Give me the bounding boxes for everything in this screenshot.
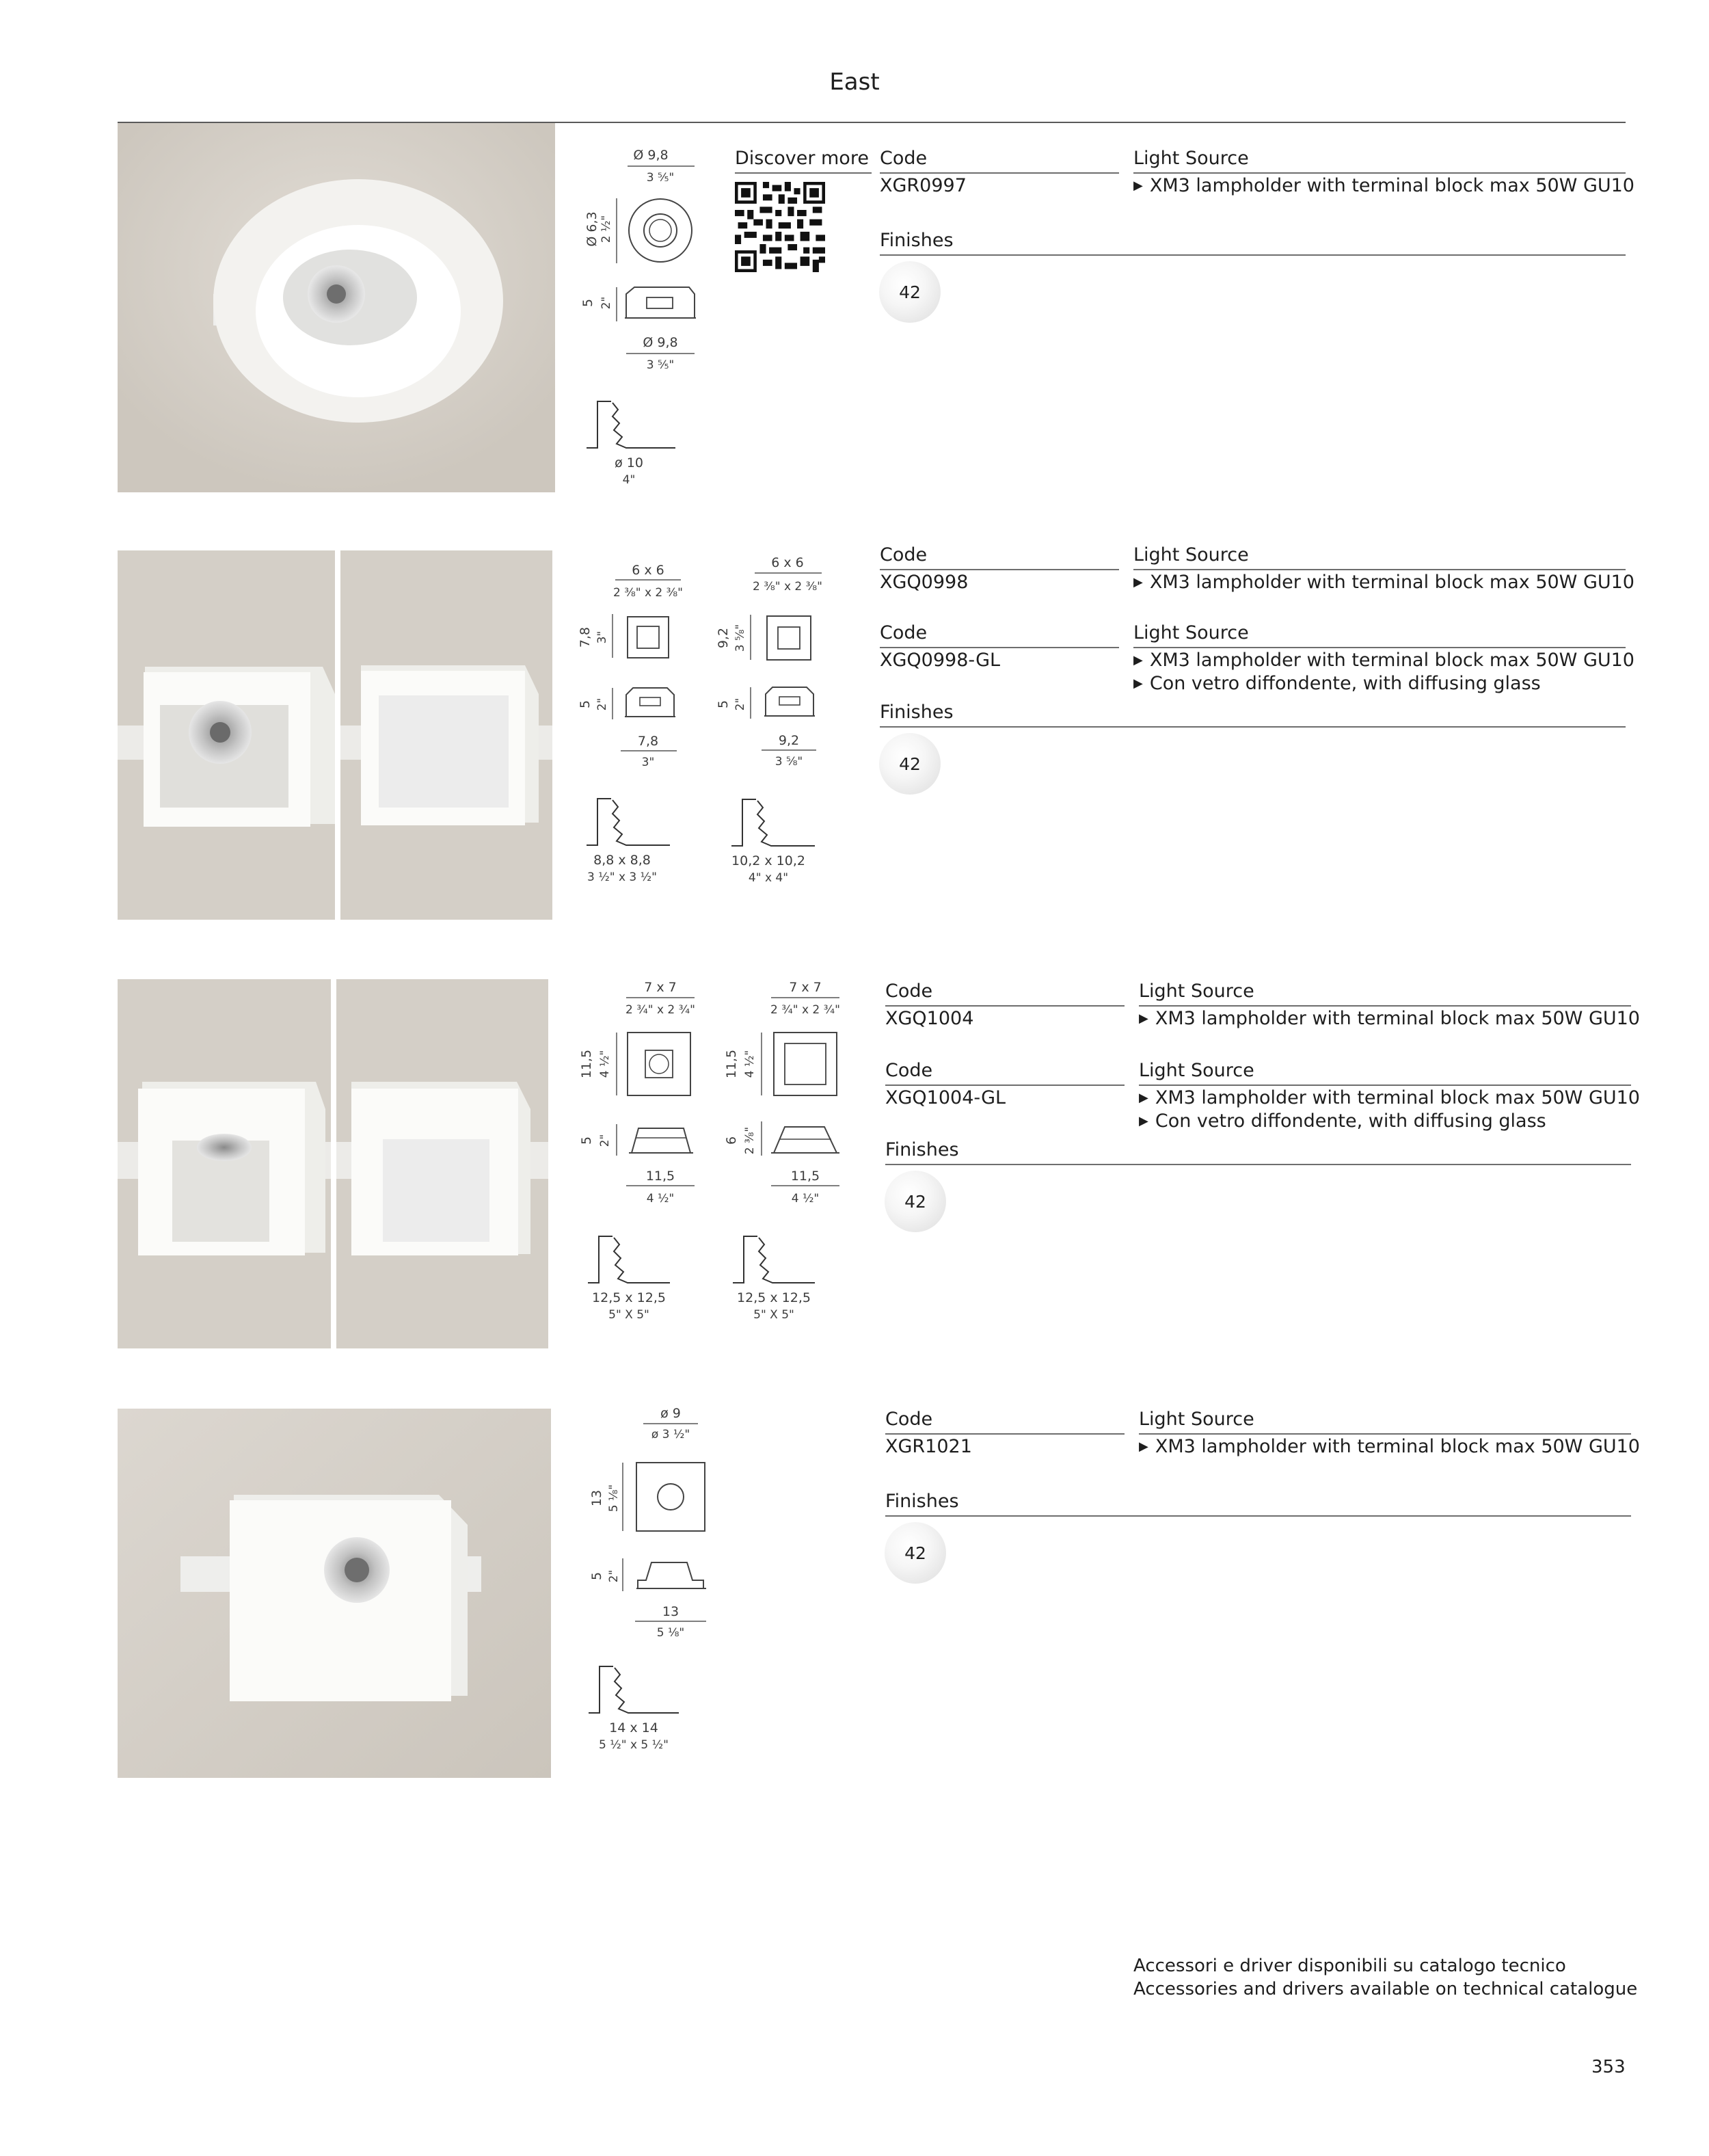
discover-more-rule bbox=[735, 172, 872, 174]
svg-text:5 ½" x 5 ½": 5 ½" x 5 ½" bbox=[599, 1738, 669, 1752]
finishes-rule bbox=[880, 726, 1626, 728]
svg-text:3 ⅝": 3 ⅝" bbox=[775, 755, 803, 769]
svg-text:8,8 x 8,8: 8,8 x 8,8 bbox=[593, 853, 651, 868]
finish-swatch[interactable]: 42 bbox=[885, 1171, 946, 1232]
svg-text:11,5: 11,5 bbox=[645, 1169, 675, 1184]
light-source-item: ▶ Con vetro diffondente, with diffusing glass bbox=[1133, 673, 1541, 694]
light-source-label: Light Source bbox=[1133, 148, 1249, 169]
finish-swatch[interactable]: 42 bbox=[879, 261, 941, 323]
svg-text:5" X 5": 5" X 5" bbox=[753, 1308, 794, 1322]
light-source-item: ▶ XM3 lampholder with terminal block max 50W GU10 bbox=[1139, 1436, 1640, 1457]
svg-text:7,8: 7,8 bbox=[578, 626, 593, 648]
code-rule bbox=[885, 1005, 1125, 1007]
svg-text:2 ¾" x 2 ¾": 2 ¾" x 2 ¾" bbox=[625, 1003, 695, 1017]
light-source-rule bbox=[1133, 569, 1626, 570]
dim-side-diameter: Ø 6,3 bbox=[584, 211, 600, 247]
technical-drawing-square-large-b bbox=[719, 976, 856, 1332]
product-code: XGQ0998 bbox=[880, 572, 969, 593]
technical-drawing-square-large-a bbox=[574, 976, 711, 1332]
code-rule bbox=[880, 172, 1119, 174]
svg-text:6 x 6: 6 x 6 bbox=[632, 563, 664, 578]
product-code: XGR1021 bbox=[885, 1436, 972, 1457]
svg-text:3 ⅝": 3 ⅝" bbox=[734, 624, 747, 652]
code-label: Code bbox=[885, 1409, 933, 1430]
svg-text:4 ½": 4 ½" bbox=[646, 1192, 675, 1206]
page-number: 353 bbox=[1591, 2057, 1626, 2077]
light-source-label: Light Source bbox=[1139, 981, 1254, 1002]
light-source-label: Light Source bbox=[1139, 1409, 1254, 1430]
dim-bottom-diameter: Ø 9,8 bbox=[643, 335, 678, 350]
svg-text:3": 3" bbox=[595, 630, 609, 644]
svg-text:5: 5 bbox=[579, 1136, 594, 1145]
code-label: Code bbox=[880, 622, 928, 643]
dim-side-inches: 2 ½" bbox=[600, 215, 613, 243]
svg-text:11,5: 11,5 bbox=[790, 1169, 820, 1184]
technical-drawing-square-b bbox=[711, 550, 848, 892]
svg-text:9,2: 9,2 bbox=[778, 733, 800, 748]
svg-text:ø 9: ø 9 bbox=[660, 1406, 681, 1421]
svg-text:11,5: 11,5 bbox=[579, 1049, 594, 1079]
svg-text:13: 13 bbox=[589, 1489, 604, 1507]
light-source-label: Light Source bbox=[1139, 1060, 1254, 1081]
svg-text:6 x 6: 6 x 6 bbox=[771, 555, 804, 570]
dim-height-inches: 2" bbox=[600, 296, 613, 310]
finishes-label: Finishes bbox=[885, 1491, 959, 1512]
svg-text:6: 6 bbox=[724, 1136, 739, 1145]
finishes-rule bbox=[885, 1515, 1631, 1517]
svg-text:4 ½": 4 ½" bbox=[598, 1050, 612, 1078]
product-photo-square-glass bbox=[340, 550, 552, 920]
svg-text:5" X 5": 5" X 5" bbox=[608, 1308, 649, 1322]
svg-text:2": 2" bbox=[598, 1134, 612, 1147]
svg-text:2": 2" bbox=[734, 697, 747, 711]
product-photo-square-large-glass bbox=[336, 979, 548, 1348]
svg-text:7 x 7: 7 x 7 bbox=[644, 980, 677, 995]
light-source-rule bbox=[1139, 1084, 1631, 1086]
dim-cutout: ø 10 bbox=[615, 455, 643, 470]
svg-text:13: 13 bbox=[662, 1604, 679, 1619]
product-photo-square-large-open bbox=[118, 979, 331, 1348]
code-rule bbox=[885, 1433, 1125, 1435]
svg-text:12,5 x 12,5: 12,5 x 12,5 bbox=[592, 1290, 666, 1305]
product-code: XGQ1004-GL bbox=[885, 1087, 1006, 1108]
svg-text:12,5 x 12,5: 12,5 x 12,5 bbox=[737, 1290, 811, 1305]
svg-text:5: 5 bbox=[578, 700, 593, 709]
svg-text:ø 3 ½": ø 3 ½" bbox=[651, 1428, 690, 1441]
light-source-rule bbox=[1139, 1005, 1631, 1007]
product-photo-square-open bbox=[118, 550, 335, 920]
svg-text:2 ¾" x 2 ¾": 2 ¾" x 2 ¾" bbox=[770, 1003, 840, 1017]
light-source-item: ▶ XM3 lampholder with terminal block max 50W GU10 bbox=[1139, 1008, 1640, 1029]
svg-text:5: 5 bbox=[716, 700, 731, 709]
qr-code[interactable] bbox=[735, 182, 825, 272]
finishes-label: Finishes bbox=[880, 702, 954, 723]
dim-top-diameter: Ø 9,8 bbox=[633, 148, 669, 163]
product-photo-square-round-hole bbox=[118, 1409, 551, 1778]
finishes-label: Finishes bbox=[885, 1139, 959, 1160]
finish-swatch[interactable]: 42 bbox=[885, 1522, 946, 1584]
svg-text:4" x 4": 4" x 4" bbox=[748, 871, 789, 885]
finishes-rule bbox=[885, 1164, 1631, 1165]
code-label: Code bbox=[885, 981, 933, 1002]
svg-text:3 ½" x 3 ½": 3 ½" x 3 ½" bbox=[587, 870, 657, 884]
dim-height: 5 bbox=[580, 298, 595, 308]
discover-more-label: Discover more bbox=[735, 148, 869, 169]
svg-text:7,8: 7,8 bbox=[637, 734, 659, 749]
finishes-label: Finishes bbox=[880, 230, 954, 251]
light-source-rule bbox=[1133, 647, 1626, 648]
svg-text:9,2: 9,2 bbox=[716, 627, 731, 649]
svg-text:4 ½": 4 ½" bbox=[791, 1192, 820, 1206]
code-rule bbox=[885, 1084, 1125, 1086]
svg-text:2 ⅜": 2 ⅜" bbox=[743, 1126, 757, 1155]
technical-drawing-square-round bbox=[578, 1405, 714, 1761]
dim-cutout-inches: 4" bbox=[622, 473, 636, 487]
svg-text:2": 2" bbox=[595, 697, 609, 711]
finish-swatch[interactable]: 42 bbox=[879, 733, 941, 795]
svg-text:11,5: 11,5 bbox=[724, 1049, 739, 1079]
light-source-item: ▶ XM3 lampholder with terminal block max 50W GU10 bbox=[1139, 1087, 1640, 1108]
code-label: Code bbox=[880, 148, 928, 169]
code-rule bbox=[880, 647, 1119, 648]
page-title: East bbox=[829, 68, 880, 96]
code-label: Code bbox=[885, 1060, 933, 1081]
svg-text:4 ½": 4 ½" bbox=[743, 1050, 757, 1078]
light-source-label: Light Source bbox=[1133, 622, 1249, 643]
product-photo-round bbox=[118, 123, 555, 492]
dim-top-inches: 3 ⁵⁄₅" bbox=[646, 171, 675, 185]
light-source-rule bbox=[1139, 1433, 1631, 1435]
accessories-note-it: Accessori e driver disponibili su catalogo tecnico bbox=[1133, 1956, 1566, 1976]
dim-bottom-inches: 3 ⁵⁄₅" bbox=[646, 358, 675, 372]
svg-text:7 x 7: 7 x 7 bbox=[789, 980, 822, 995]
product-code: XGR0997 bbox=[880, 175, 967, 196]
finishes-rule bbox=[880, 254, 1626, 256]
svg-text:5: 5 bbox=[589, 1571, 604, 1581]
light-source-item: ▶ XM3 lampholder with terminal block max 50W GU10 bbox=[1133, 650, 1634, 671]
technical-drawing-round bbox=[574, 147, 711, 503]
technical-drawing-square-a bbox=[574, 561, 711, 896]
code-label: Code bbox=[880, 544, 928, 565]
svg-text:10,2 x 10,2: 10,2 x 10,2 bbox=[731, 853, 805, 868]
svg-text:5 ⅛": 5 ⅛" bbox=[607, 1484, 621, 1513]
light-source-label: Light Source bbox=[1133, 544, 1249, 565]
svg-text:3": 3" bbox=[641, 756, 655, 769]
accessories-note-en: Accessories and drivers available on technical catalogue bbox=[1133, 1979, 1638, 1999]
accessories-note bbox=[1133, 1954, 1637, 2001]
code-rule bbox=[880, 569, 1119, 570]
light-source-rule bbox=[1133, 172, 1626, 174]
product-code: XGQ1004 bbox=[885, 1008, 974, 1029]
svg-text:2 ⅜" x 2 ⅜": 2 ⅜" x 2 ⅜" bbox=[613, 586, 683, 600]
svg-text:14 x 14: 14 x 14 bbox=[609, 1720, 658, 1735]
svg-text:2": 2" bbox=[607, 1569, 621, 1583]
light-source-item: ▶ Con vetro diffondente, with diffusing glass bbox=[1139, 1110, 1546, 1132]
light-source-item: ▶ XM3 lampholder with terminal block max 50W GU10 bbox=[1133, 175, 1634, 196]
light-source-item: ▶ XM3 lampholder with terminal block max 50W GU10 bbox=[1133, 572, 1634, 593]
product-code: XGQ0998-GL bbox=[880, 650, 1001, 671]
svg-text:5 ⅛": 5 ⅛" bbox=[656, 1626, 685, 1640]
svg-text:2 ⅜" x 2 ⅜": 2 ⅜" x 2 ⅜" bbox=[753, 580, 822, 594]
